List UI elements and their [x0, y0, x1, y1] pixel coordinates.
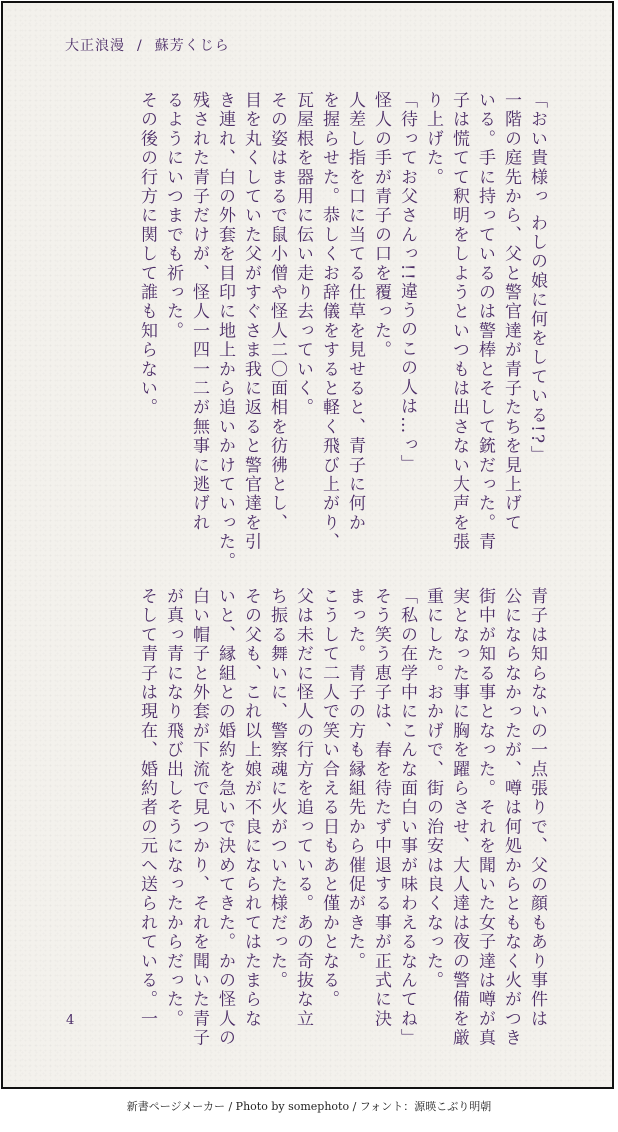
- text-line: そう笑う恵子は、春を待たず中退する事が正式に決: [371, 587, 391, 1029]
- text-line: 残された青子だけが、怪人一四一二が無事に逃げれ: [189, 91, 209, 533]
- text-line: まった。青子の方も縁組先から催促がきた。: [345, 587, 365, 971]
- text-line: その姿はまるで鼠小僧や怪人二〇面相を彷彿とし、: [267, 91, 287, 533]
- bottom-text-block: [134, 587, 550, 1048]
- header-separator: /: [137, 38, 143, 54]
- text-line: 「待ってお父さんっ!!違うのこの人は…っ」: [397, 91, 417, 474]
- text-line: 街中が知る事となった。それを聞いた女子達は噂が真: [475, 587, 495, 1048]
- page-header: [65, 35, 230, 55]
- text-line: 青子は知らないの一点張りで、父の顔もあり事件は: [527, 587, 547, 1029]
- text-line: 子は慌てて釈明をしようといつもは出さない大声を張: [449, 91, 469, 552]
- text-line: 人差し指を口に当てる仕草を見せると、青子に何か: [345, 91, 365, 533]
- text-line: 重にした。おかげで、街の治安は良くなった。: [423, 587, 443, 991]
- text-line: こうして二人で笑い合える日もあと僅かとなる。: [319, 587, 339, 1010]
- text-line: いと、縁組との婚約を急いで決めてきた。かの怪人の: [215, 587, 235, 1048]
- text-line: 一階の庭先から、父と警官達が青子たちを見上げて: [501, 91, 521, 533]
- text-line: を握らせた。恭しくお辞儀をすると軽く飛び上がり、: [319, 91, 339, 552]
- text-line: その父も、これ以上娘が不良になられてはたまらな: [241, 587, 261, 1029]
- text-line: いる。手に持っているのは警棒とそして銃だった。青: [475, 91, 495, 552]
- author-name: 蘇芳くじら: [154, 38, 230, 54]
- text-line: 瓦屋根を器用に伝い走り去っていく。: [293, 91, 313, 418]
- text-line: 父は未だに怪人の行方を追っている。あの奇抜な立: [293, 587, 313, 1029]
- book-title: 大正浪漫: [65, 38, 125, 54]
- text-line: 白い帽子と外套が下流で見つかり、それを聞いた青子: [189, 587, 209, 1048]
- text-line: 「私の在学中にこんな面白い事が味わえるなんてね」: [397, 587, 417, 1048]
- text-line: 怪人の手が青子の口を覆った。: [371, 91, 391, 360]
- text-line: り上げた。: [423, 91, 443, 187]
- text-line: き連れ、白の外套を目印に地上から追いかけていった。: [215, 91, 235, 571]
- text-line: 「おい貴様っ わしの娘に何をしている!?」: [527, 91, 547, 465]
- text-line: が真っ青になり飛び出しそうになったからだった。: [163, 587, 183, 1029]
- credit-footer: 新書ページメーカー / Photo by somephoto / フォント：源暎こぶり明朝: [126, 1100, 492, 1113]
- top-text-block: [134, 91, 550, 571]
- text-line: 実となった事に胸を躍らさせ、大人達は夜の警備を厳: [449, 587, 469, 1048]
- page-number: 4: [66, 1013, 75, 1028]
- text-line: 目を丸くしていた父がすぐさま我に返ると警官達を引: [241, 91, 261, 552]
- text-line: るようにいつまでも祈った。: [163, 91, 183, 341]
- text-line: 公にならなかったが、噂は何処からともなく火がつき: [501, 587, 521, 1048]
- text-line: ち振る舞いに、警察魂に火がついた様だった。: [267, 587, 287, 991]
- book-page: [1, 1, 614, 1089]
- text-line: その後の行方に関して誰も知らない。: [137, 91, 157, 418]
- text-line: そして青子は現在、婚約者の元へ送られている。一: [137, 587, 157, 1029]
